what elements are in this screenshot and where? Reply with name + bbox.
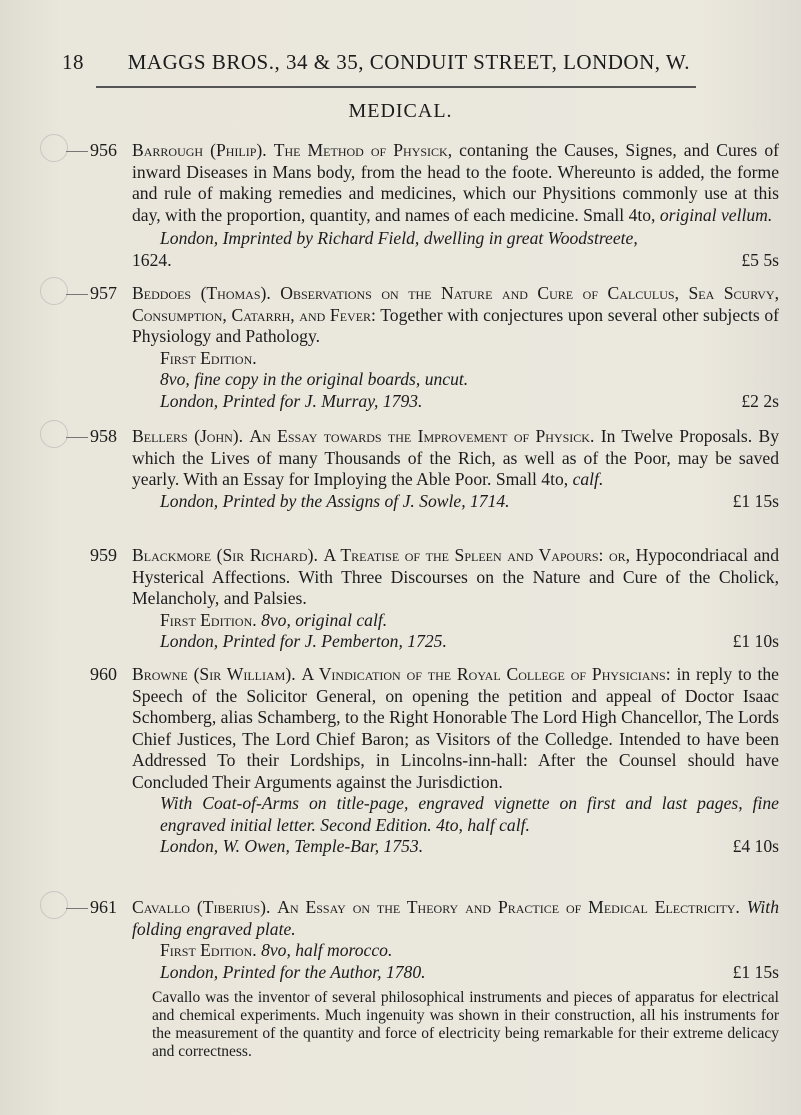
- entry-text: in reply to the Speech of the Solicitor General, on opening the petition and appeal of Doctor Isaac Schomberg, alias Schamberg, to the Right Honorable The Lord High Chancellor, The Lords Chief Justices, The Lord Chief Baron; as Visitors of the Colledge. Intended to have been Addressed To their Lordships, in Lincolns-inn-hall: After the Counsel should have Concluded Their Arguments against the Jurisdiction.: [132, 664, 779, 792]
- entry-imprint-text: London, Printed by the Assigns of J. Sowle, 1714.: [160, 490, 510, 511]
- entry-edition: First Edition.: [160, 609, 257, 630]
- entry-imprint: [132, 962, 779, 984]
- entry-imprint: [132, 631, 779, 653]
- entry-number: 960: [90, 664, 117, 684]
- section-title: MEDICAL.: [348, 100, 453, 122]
- margin-leader: [66, 437, 88, 438]
- entry-imprint: [132, 491, 779, 513]
- entry-imprint-text: London, Printed for the Author, 1780.: [160, 961, 426, 982]
- margin-bracket-mark: [40, 891, 68, 919]
- entry-price: £1 15s: [732, 961, 779, 982]
- entry-binding: calf.: [572, 469, 604, 489]
- entry-format: 8vo, original calf.: [261, 609, 388, 630]
- entry-imprint-text: London, W. Owen, Temple-Bar, 1753.: [160, 836, 424, 856]
- entry-note: Cavallo was the inventor of several philosophical instruments and pieces of apparatus for electrical and chemical experiments. Much ingenuity was shown in their construction, all his instruments for the measurement of the quantity and force of electricity being remarkable for their extreme delicacy and correctness.: [152, 989, 779, 1060]
- margin-leader: [66, 294, 88, 295]
- entry-format: 8vo, half morocco.: [261, 940, 393, 960]
- entry-body: [132, 545, 779, 653]
- entry-format: 8vo, fine copy in the original boards, uncut.: [160, 369, 469, 389]
- entry-title: An Essay on the Theory and Practice of Medical Electricity.: [277, 897, 740, 917]
- entry-body: [132, 140, 779, 271]
- entry-body: [132, 283, 779, 412]
- entry-text: In Twelve Proposals. By which the Lives of many Thousands of the Rich, as well as of the Poor, may be saved yearly. With an Essay for Imploying the Able Poor. Small 4to,: [132, 426, 780, 489]
- entry-body: [132, 426, 779, 512]
- entry-text: Hypocondriacal and Hysterical Affections. With Three Discourses on the Nature and Cure of the Cholick, Melancholy, and Palsies.: [132, 545, 779, 608]
- entry-format: With Coat-of-Arms on title-page, engraved vignette on first and last pages, fine engraved initial letter. Second Edition. 4to, half calf.: [160, 793, 779, 835]
- margin-bracket-mark: [40, 420, 68, 448]
- entry-title: The Method of Physick,: [273, 140, 453, 160]
- entry-author: Beddoes (Thomas).: [132, 283, 271, 303]
- entry-title: A Vindication of the Royal College of Physicians:: [301, 664, 671, 684]
- entry-body: [132, 897, 779, 1061]
- entry-imprint: London, Imprinted by Richard Field, dwelling in great Woodstreete,: [160, 228, 638, 248]
- entry-number: 958: [90, 426, 117, 446]
- entry-number: 957: [90, 283, 117, 303]
- entry-text: With folding engraved plate.: [132, 897, 779, 939]
- header-rule: [96, 86, 696, 88]
- entry-imprint: [132, 836, 779, 858]
- entry-title: A Treatise of the Spleen and Vapours: or,: [323, 545, 631, 565]
- entry-imprint-text: London, Printed for J. Pemberton, 1725.: [160, 631, 447, 651]
- entry-price: £2 2s: [741, 390, 779, 411]
- margin-bracket-mark: [40, 134, 68, 162]
- entry-author: Blackmore (Sir Richard).: [132, 545, 318, 565]
- entry-number: 956: [90, 140, 117, 160]
- entry-year-line: [132, 250, 779, 272]
- margin-bracket-mark: [40, 277, 68, 305]
- page-number: 18: [62, 50, 84, 74]
- entry-price: £4 10s: [732, 836, 779, 856]
- entry-title: An Essay towards the Improvement of Physick.: [249, 426, 595, 446]
- entry-imprint-text: London, Printed for J. Murray, 1793.: [160, 390, 423, 411]
- entry-edition: First Edition.: [160, 940, 257, 960]
- entry-text: contaning the Causes, Signes, and Cures of inward Diseases in Mans body, from the head to the foote. Whereunto is added, the forme and rule of making remedies and medicines, which our Physitions commonly use at this day, with the proportion, quantity, and names of each medicine. Small 4to,: [132, 140, 779, 225]
- entry-edition-format: [132, 940, 779, 962]
- entry-author: Cavallo (Tiberius).: [132, 897, 271, 917]
- entry-author: Browne (Sir William).: [132, 664, 296, 684]
- entry-body: [132, 664, 779, 858]
- publisher-line: MAGGS BROS., 34 & 35, CONDUIT STREET, LONDON, W.: [127, 50, 691, 74]
- margin-leader: [66, 908, 88, 909]
- entry-text: Together with conjectures upon several other subjects of Physiology and Pathology.: [132, 304, 779, 346]
- margin-leader: [66, 151, 88, 152]
- entry-price: £1 10s: [732, 631, 779, 651]
- entry-edition-format: [132, 610, 779, 632]
- entry-number: 961: [90, 897, 117, 917]
- entry-author: Bellers (John).: [132, 426, 244, 446]
- entry-author: Barrough (Philip).: [132, 140, 267, 160]
- entry-price: £5 5s: [741, 249, 779, 270]
- entry-price: £1 15s: [732, 490, 779, 511]
- entry-number: 959: [90, 545, 117, 565]
- page-header: [62, 50, 761, 75]
- entry-binding: original vellum.: [659, 204, 773, 225]
- entry-year: 1624.: [132, 249, 172, 270]
- entry-imprint: [132, 391, 779, 413]
- entry-edition: First Edition.: [160, 347, 257, 368]
- entry-title: Observations on the Nature and Cure of Calculus, Sea Scurvy, Consumption, Catarrh, and Fever:: [132, 283, 779, 325]
